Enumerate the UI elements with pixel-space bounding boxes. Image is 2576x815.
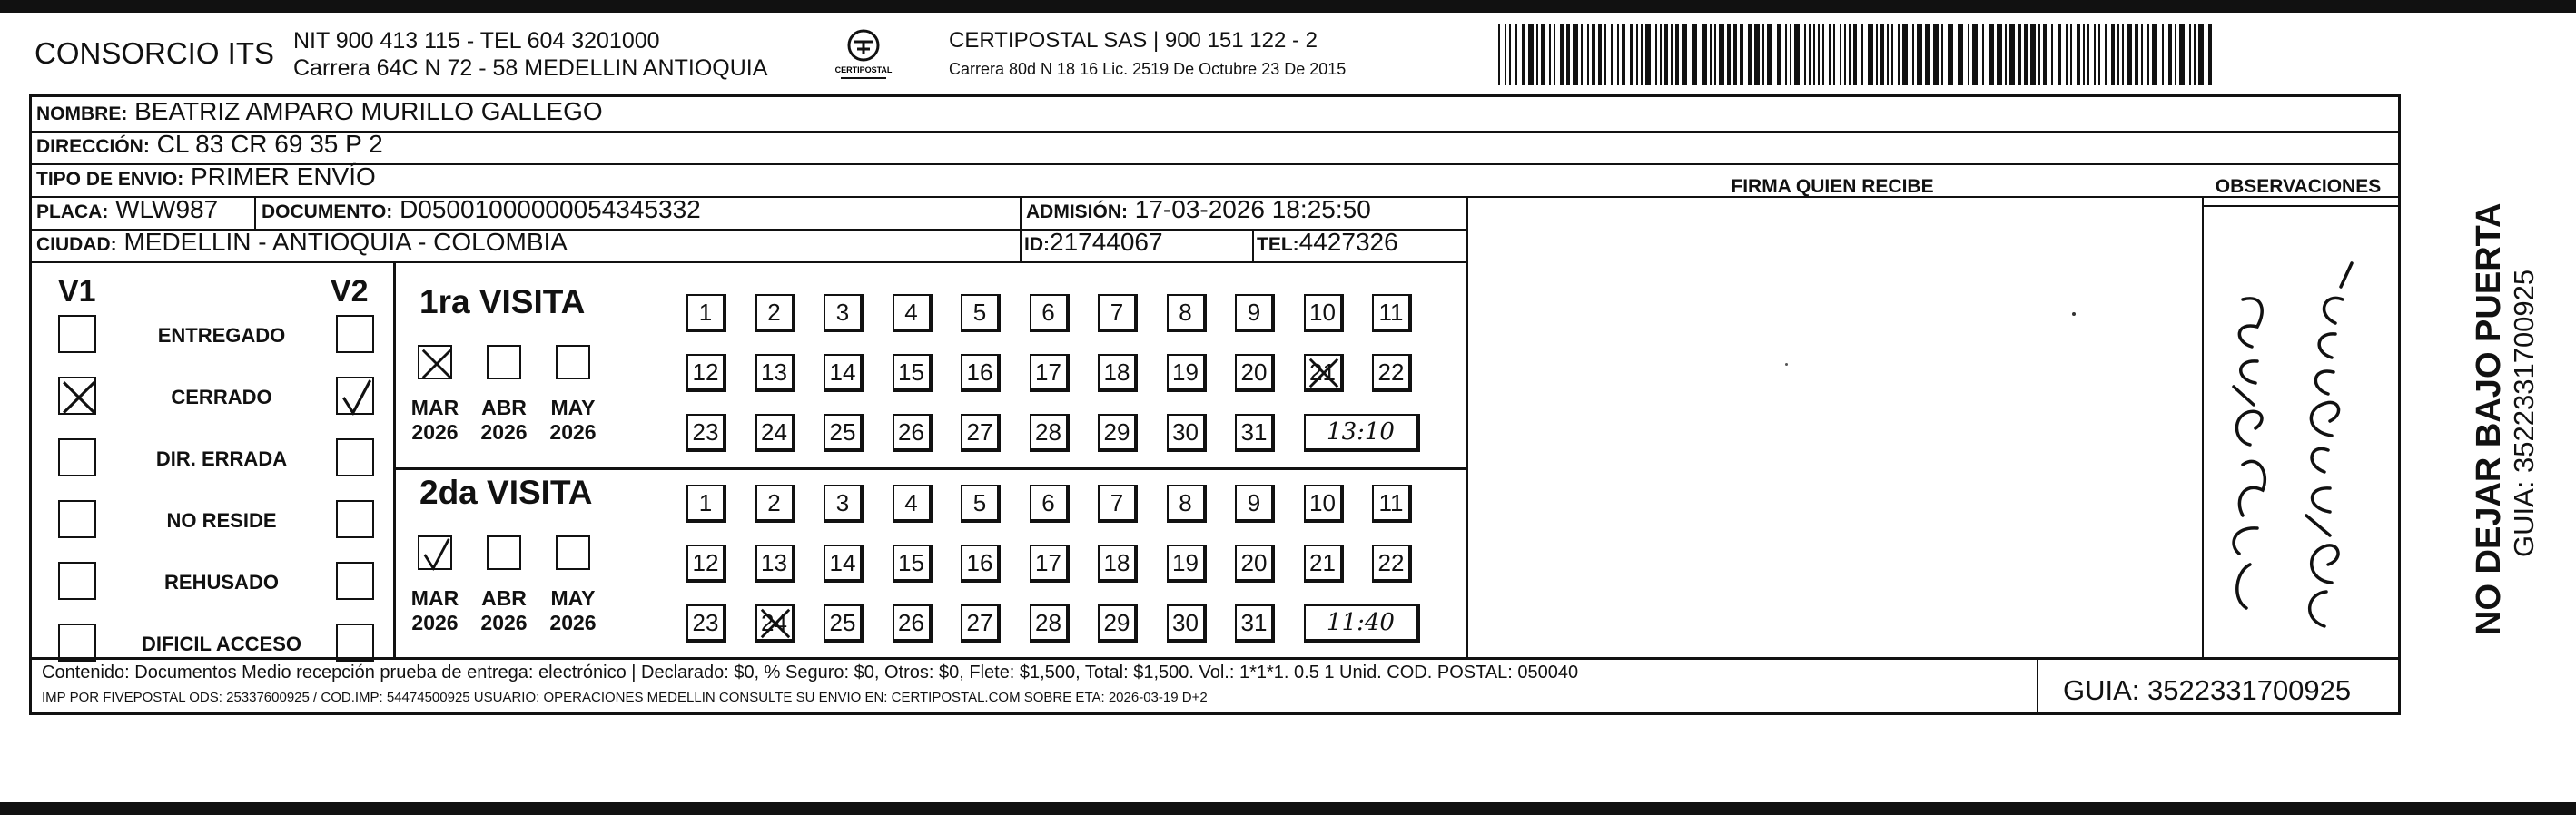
carrier-address: Carrera 80d N 18 16 Lic. 2519 De Octubre 23 De 2015: [949, 60, 1347, 78]
visit-2-day-18[interactable]: 18: [1098, 545, 1138, 583]
visit-1-month-abr-checkbox[interactable]: [487, 345, 521, 379]
footer-content-line: Contenido: Documentos Medio recepción prueba de entrega: electrónico | Declarado: $0, % Seguro: $0, Otros: $0, Flete: $1,500, Total: $1,500. Vol.: 1*1*1. 0.5 1 Unid. COD. POSTAL: 050040: [42, 663, 1579, 682]
visit-2-day-17[interactable]: 17: [1030, 545, 1070, 583]
visit-2-day-1[interactable]: 1: [686, 485, 726, 523]
visit-2-day-7[interactable]: 7: [1098, 485, 1138, 523]
visit-2-day-20[interactable]: 20: [1235, 545, 1275, 583]
visit-2-day-22[interactable]: 22: [1372, 545, 1412, 583]
admision-value: 17-03-2026 18:25:50: [1134, 195, 1371, 223]
visit-1-day-29[interactable]: 29: [1098, 414, 1138, 452]
visit-1-day-2[interactable]: 2: [755, 294, 795, 332]
signature-dot: [2072, 312, 2076, 316]
top-edge: [0, 0, 2576, 13]
ciudad-value: MEDELLIN - ANTIOQUIA - COLOMBIA: [123, 228, 568, 256]
visit-2-day-6[interactable]: 6: [1030, 485, 1070, 523]
visit-2-day-30[interactable]: 30: [1167, 604, 1207, 643]
status-label: NO RESIDE: [166, 509, 277, 532]
visit-1-day-14[interactable]: 14: [824, 354, 864, 392]
visit-1-day-13[interactable]: 13: [755, 354, 795, 392]
company-name: CONSORCIO ITS: [35, 36, 275, 70]
visit-2-day-4[interactable]: 4: [893, 485, 933, 523]
id-value: 21744067: [1050, 228, 1163, 256]
visit-1-day-9[interactable]: 9: [1235, 294, 1275, 332]
carrier-line: CERTIPOSTAL SAS | 900 151 122 - 2: [949, 28, 1318, 53]
v1-checkbox-rehusado[interactable]: [58, 562, 96, 600]
visit-1-time[interactable]: 13:10: [1304, 414, 1420, 452]
v1-checkbox-dir-errada[interactable]: [58, 438, 96, 476]
visit-2-day-31[interactable]: 31: [1235, 604, 1275, 643]
visit-1-day-6[interactable]: 6: [1030, 294, 1070, 332]
visit-1-day-18[interactable]: 18: [1098, 354, 1138, 392]
visit-1-day-20[interactable]: 20: [1235, 354, 1275, 392]
visit-1-day-7[interactable]: 7: [1098, 294, 1138, 332]
visit-2-month-may-checkbox[interactable]: [556, 535, 590, 570]
carrier-info: [949, 27, 1346, 83]
visit-2-day-28[interactable]: 28: [1030, 604, 1070, 643]
visit-2-title: 2da VISITA: [419, 474, 593, 511]
status-label: REHUSADO: [164, 571, 279, 594]
company-info: [293, 27, 767, 82]
visit-2-day-15[interactable]: 15: [893, 545, 933, 583]
visit-1-day-11[interactable]: 11: [1372, 294, 1412, 332]
nombre-value: BEATRIZ AMPARO MURILLO GALLEGO: [134, 97, 603, 125]
v2-checkbox-no-reside[interactable]: [336, 500, 374, 538]
visit-2-month-label: MAY 2026: [549, 586, 597, 634]
visit-1-day-21[interactable]: 21: [1304, 354, 1344, 392]
direccion-value: CL 83 CR 69 35 P 2: [156, 130, 383, 158]
visit-1-day-12[interactable]: 12: [686, 354, 726, 392]
placa-value: WLW987: [115, 195, 219, 223]
visit-1-month-may-checkbox[interactable]: [556, 345, 590, 379]
tel-field: TEL:4427326: [1257, 228, 1398, 256]
firma-header: FIRMA QUIEN RECIBE: [1731, 176, 1934, 197]
visit-1-day-5[interactable]: 5: [961, 294, 1001, 332]
direccion-field: DIRECCIÓN: CL 83 CR 69 35 P 2: [36, 130, 383, 158]
v2-checkbox-entregado[interactable]: [336, 315, 374, 353]
visit-1-month-label: ABR 2026: [480, 396, 528, 444]
visit-1-day-23[interactable]: 23: [686, 414, 726, 452]
visit-2-day-8[interactable]: 8: [1167, 485, 1207, 523]
v1-checkbox-no-reside[interactable]: [58, 500, 96, 538]
visit-2-month-abr-checkbox[interactable]: [487, 535, 521, 570]
visit-2-day-19[interactable]: 19: [1167, 545, 1207, 583]
visit-1-month-label: MAR 2026: [410, 396, 459, 444]
v2-checkbox-dir-errada[interactable]: [336, 438, 374, 476]
visit-2-day-9[interactable]: 9: [1235, 485, 1275, 523]
bottom-edge: [0, 802, 2576, 815]
id-field: ID:21744067: [1024, 228, 1163, 256]
visit-1-day-27[interactable]: 27: [961, 414, 1001, 452]
side-notice: NO DEJAR BAJO PUERTA: [2470, 202, 2508, 635]
visit-1-day-4[interactable]: 4: [893, 294, 933, 332]
visit-2-day-2[interactable]: 2: [755, 485, 795, 523]
visit-1-day-30[interactable]: 30: [1167, 414, 1207, 452]
v2-checkbox-cerrado[interactable]: [336, 377, 374, 415]
visit-1-day-1[interactable]: 1: [686, 294, 726, 332]
visit-2-month-label: ABR 2026: [480, 586, 528, 634]
observaciones-header: OBSERVACIONES: [2215, 176, 2382, 197]
admision-field: ADMISIÓN: 17-03-2026 18:25:50: [1026, 195, 1371, 223]
visit-2-day-5[interactable]: 5: [961, 485, 1001, 523]
visit-2-day-21[interactable]: 21: [1304, 545, 1344, 583]
v1-checkbox-dificil-acceso[interactable]: [58, 624, 96, 662]
visit-2-day-11[interactable]: 11: [1372, 485, 1412, 523]
visit-1-title: 1ra VISITA: [419, 283, 586, 320]
visit-1-day-25[interactable]: 25: [824, 414, 864, 452]
visit-2-day-14[interactable]: 14: [824, 545, 864, 583]
documento-value: D05001000000054345332: [400, 195, 701, 223]
visit-2-day-12[interactable]: 12: [686, 545, 726, 583]
footer-imp-line: IMP POR FIVEPOSTAL ODS: 25337600925 / COD.IMP: 54474500925 USUARIO: OPERACIONES MEDELLIN CONSULTE SU ENVIO EN: CERTIPOSTAL.COM SOBRE ETA: 2026-03-19 D+2: [42, 690, 1208, 705]
placa-field: PLACA: WLW987: [36, 195, 219, 223]
v1-checkbox-entregado[interactable]: [58, 315, 96, 353]
visit-2-day-10[interactable]: 10: [1304, 485, 1344, 523]
barcode: [1498, 24, 2225, 85]
ciudad-field: CIUDAD: MEDELLIN - ANTIOQUIA - COLOMBIA: [36, 228, 568, 256]
visit-2-day-27[interactable]: 27: [961, 604, 1001, 643]
status-label: DIR. ERRADA: [155, 447, 288, 470]
logo-text: CERTIPOSTAL: [834, 65, 893, 74]
visit-2-day-29[interactable]: 29: [1098, 604, 1138, 643]
visit-1-day-19[interactable]: 19: [1167, 354, 1207, 392]
v1-label: V1: [58, 274, 96, 309]
visit-1-day-17[interactable]: 17: [1030, 354, 1070, 392]
nombre-field: NOMBRE: BEATRIZ AMPARO MURILLO GALLEGO: [36, 97, 603, 125]
visit-2-day-26[interactable]: 26: [893, 604, 933, 643]
footer-guia: GUIA: 3522331700925: [2063, 674, 2352, 706]
visit-2-day-3[interactable]: 3: [824, 485, 864, 523]
visit-1-day-3[interactable]: 3: [824, 294, 864, 332]
signature-dot: [1785, 363, 1788, 366]
tel-value: 4427326: [1298, 228, 1398, 256]
visit-1-day-10[interactable]: 10: [1304, 294, 1344, 332]
certipostal-logo-icon: [823, 22, 904, 85]
nit-line: NIT 900 413 115 - TEL 604 3201000: [293, 28, 660, 54]
handwritten-observaciones: [2179, 227, 2393, 653]
tipo-envio-value: PRIMER ENVÍO: [190, 162, 376, 191]
visit-1-day-24[interactable]: 24: [755, 414, 795, 452]
visit-2-month-label: MAR 2026: [410, 586, 459, 634]
visit-1-month-mar-checkbox[interactable]: [418, 345, 452, 379]
visit-1-month-label: MAY 2026: [549, 396, 597, 444]
visit-2-day-24[interactable]: 24: [755, 604, 795, 643]
v2-checkbox-dificil-acceso[interactable]: [336, 624, 374, 662]
address-line: Carrera 64C N 72 - 58 MEDELLIN ANTIOQUIA: [293, 55, 768, 81]
visit-2-time[interactable]: 11:40: [1304, 604, 1420, 643]
status-label: DIFICIL ACCESO: [141, 633, 301, 655]
visit-1-day-16[interactable]: 16: [961, 354, 1001, 392]
tipo-envio-field: TIPO DE ENVIO: PRIMER ENVÍO: [36, 162, 376, 191]
visit-2-day-13[interactable]: 13: [755, 545, 795, 583]
visit-2-day-16[interactable]: 16: [961, 545, 1001, 583]
visit-1-day-8[interactable]: 8: [1167, 294, 1207, 332]
v2-label: V2: [331, 274, 369, 309]
status-label: CERRADO: [171, 386, 272, 408]
visit-2-day-23[interactable]: 23: [686, 604, 726, 643]
visit-1-day-31[interactable]: 31: [1235, 414, 1275, 452]
visit-2-day-25[interactable]: 25: [824, 604, 864, 643]
visit-1-day-28[interactable]: 28: [1030, 414, 1070, 452]
documento-field: DOCUMENTO: D05001000000054345332: [262, 195, 701, 223]
visit-1-day-22[interactable]: 22: [1372, 354, 1412, 392]
v1-checkbox-cerrado[interactable]: [58, 377, 96, 415]
visit-1-day-26[interactable]: 26: [893, 414, 933, 452]
visit-1-day-15[interactable]: 15: [893, 354, 933, 392]
v2-checkbox-rehusado[interactable]: [336, 562, 374, 600]
status-label: ENTREGADO: [157, 324, 286, 347]
side-guia: GUIA: 3522331700925: [2508, 269, 2540, 557]
visit-2-month-mar-checkbox[interactable]: [418, 535, 452, 570]
